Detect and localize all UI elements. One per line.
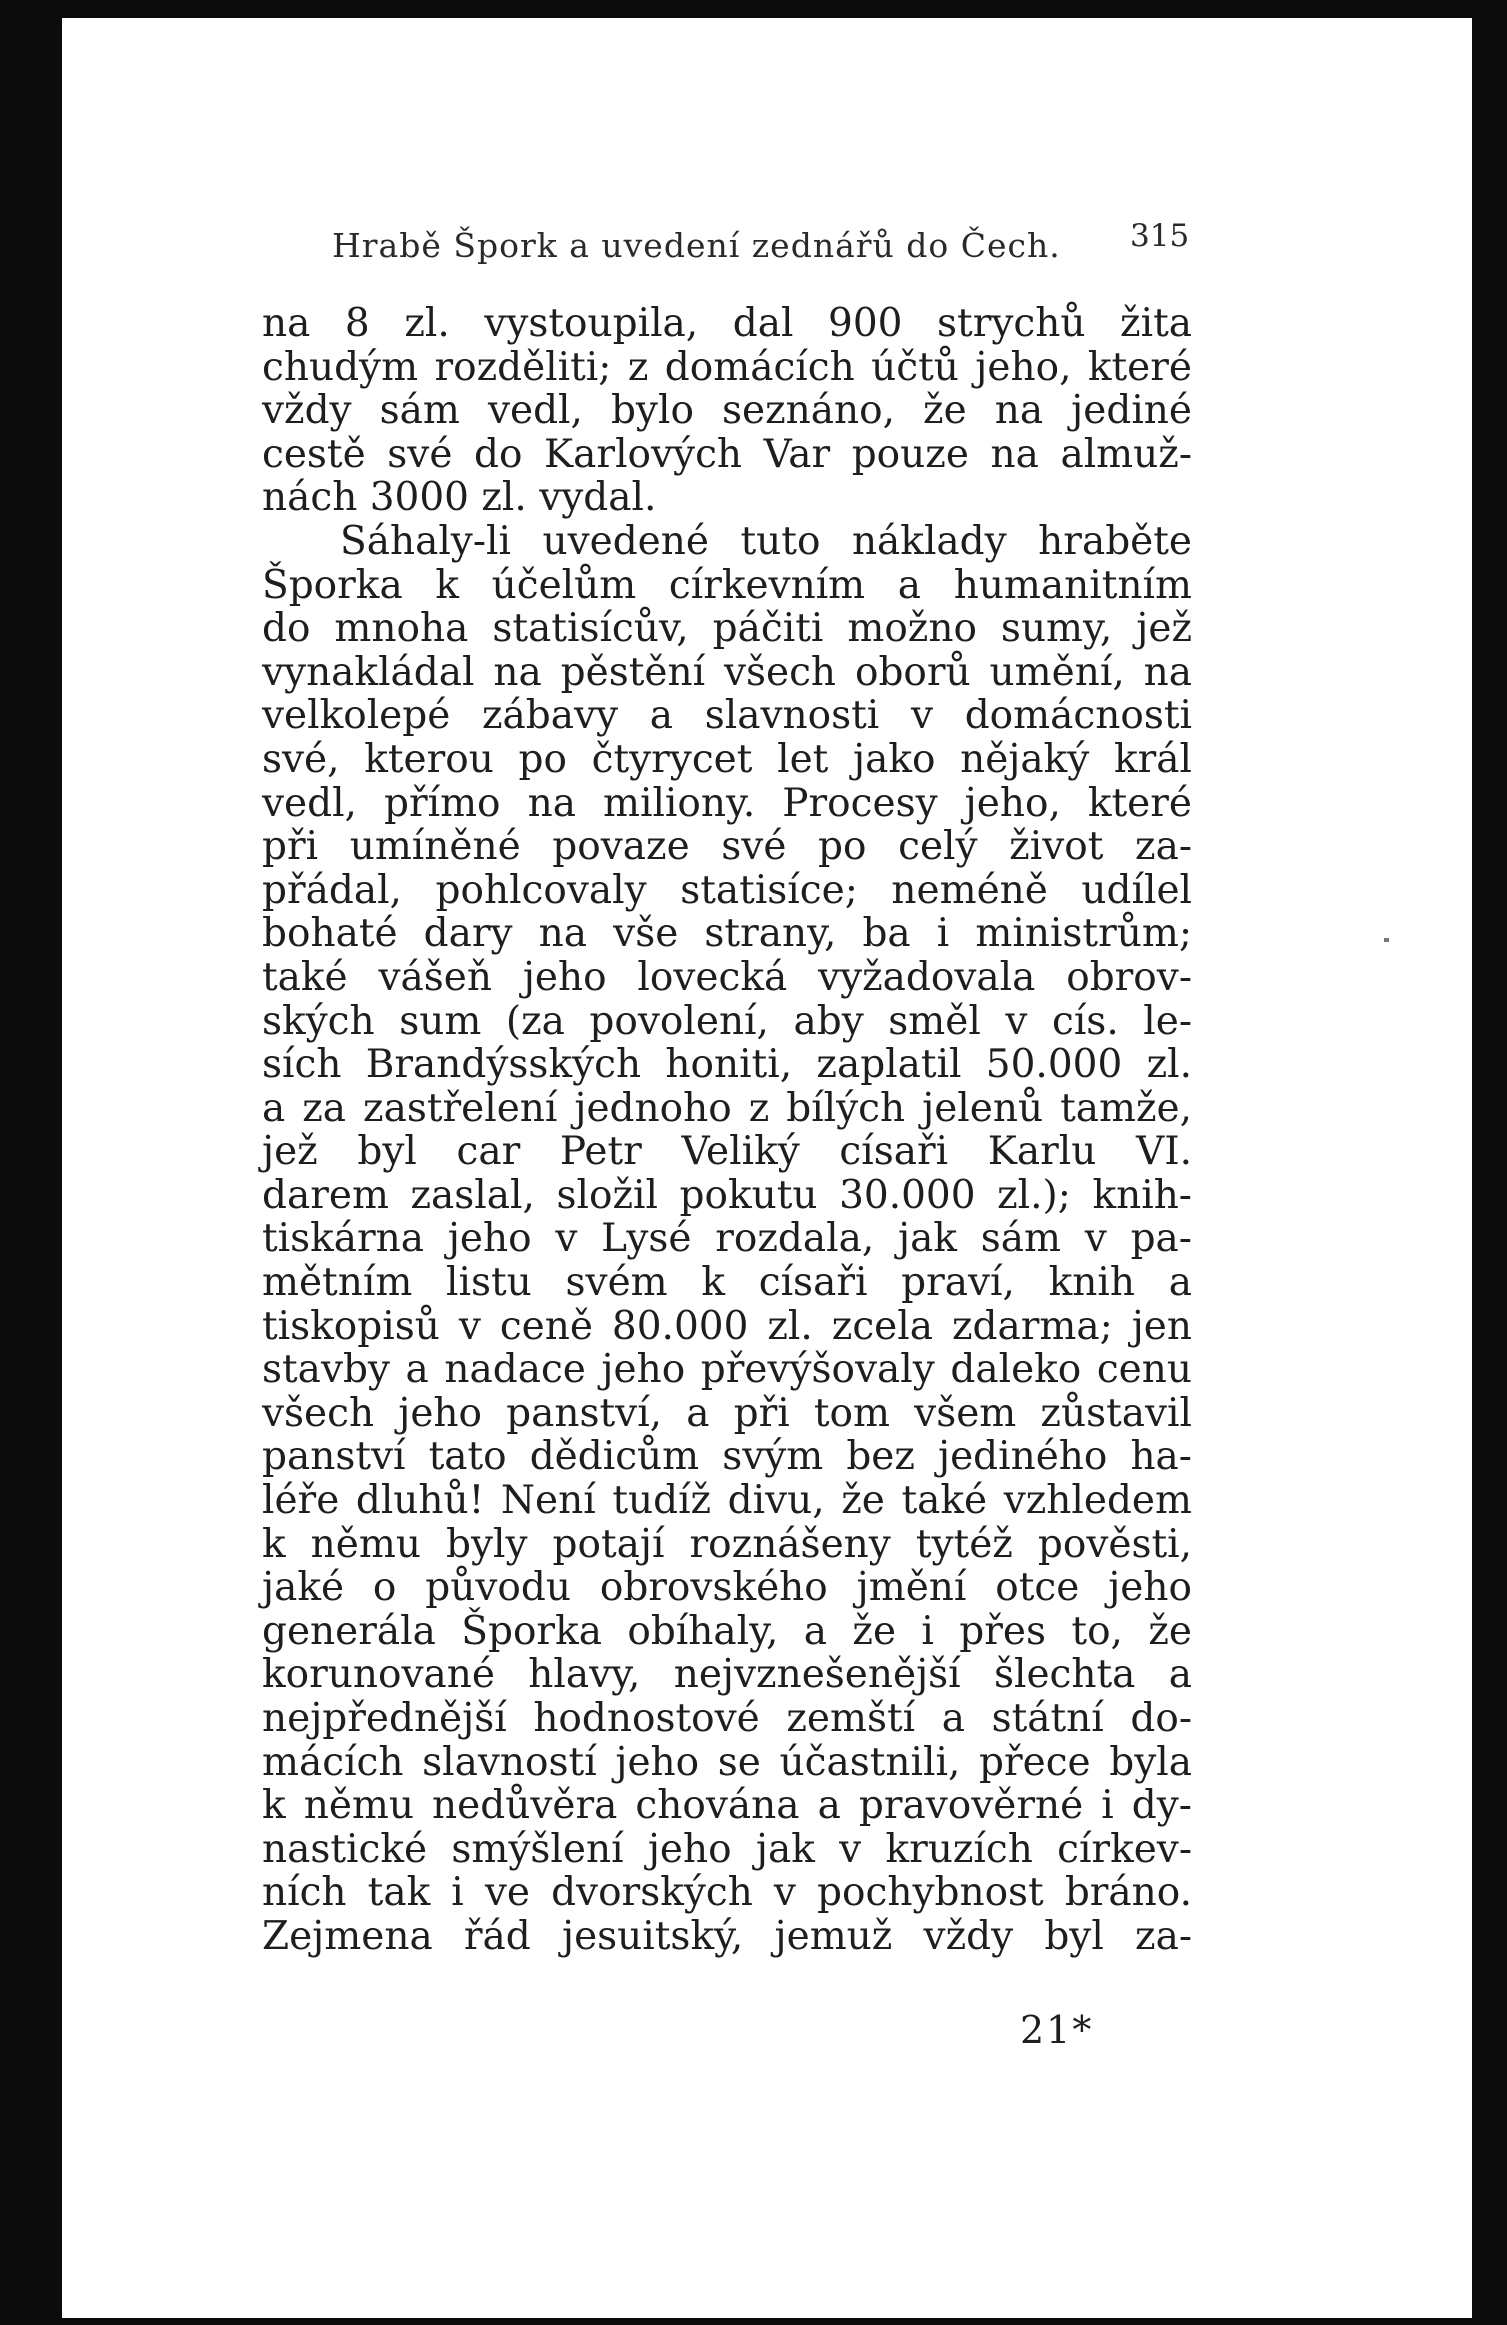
- text-line: bohaté dary na vše strany, ba i ministrům;: [262, 911, 1192, 957]
- text-line: vedl, přímo na miliony. Procesy jeho, které: [262, 780, 1192, 826]
- text-line: nejpřednější hodnostové zemští a státní do-: [262, 1696, 1192, 1741]
- text-line: cestě své do Karlových Var pouze na almuž-: [262, 431, 1192, 477]
- text-line: ských sum (za povolení, aby směl v cís. le-: [262, 998, 1192, 1044]
- paragraph-start-line: Sáhaly-li uvedené tuto náklady hraběte: [340, 518, 1192, 564]
- text-line: vždy sám vedl, bylo seznáno, že na jediné: [262, 388, 1192, 434]
- text-line: své, kterou po čtyrycet let jako nějaký král: [262, 736, 1192, 782]
- text-line: korunované hlavy, nejvznešenější šlechta a: [262, 1652, 1192, 1698]
- running-head: Hrabě Špork a uvedení zednářů do Čech.: [332, 226, 1061, 265]
- text-line: sích Brandýsských honiti, zaplatil 50.000 zl.: [262, 1042, 1192, 1088]
- text-line: stavby a nadace jeho převýšovaly daleko cenu: [262, 1347, 1192, 1393]
- text-line: mětním listu svém k císaři praví, knih a: [262, 1260, 1192, 1306]
- text-line: mácích slavností jeho se účastnili, přece byla: [262, 1739, 1192, 1785]
- text-line: také vášeň jeho lovecká vyžadovala obrov-: [262, 954, 1192, 1000]
- paper-speck: [1384, 938, 1389, 942]
- text-line: tiskárna jeho v Lysé rozdala, jak sám v pa-: [262, 1216, 1192, 1262]
- text-line: panství tato dědicům svým bez jediného ha-: [262, 1434, 1192, 1480]
- text-line: do mnoha statisícův, páčiti možno sumy, jež: [262, 606, 1192, 652]
- text-line: všech jeho panství, a při tom všem zůstavil: [262, 1390, 1192, 1436]
- text-line: k němu byly potají roznášeny tytéž pověsti,: [262, 1521, 1192, 1567]
- text-line: jež byl car Petr Veliký císaři Karlu VI.: [262, 1129, 1192, 1175]
- text-line: vynakládal na pěstění všech oborů umění, na: [262, 649, 1192, 695]
- text-line: darem zaslal, složil pokutu 30.000 zl.); knih-: [262, 1172, 1192, 1218]
- text-line: na 8 zl. vystoupila, dal 900 strychů žita: [262, 301, 1192, 346]
- text-line: generála Šporka obíhaly, a že i přes to, že: [262, 1608, 1192, 1654]
- text-line: přádal, pohlcovaly statisíce; neméně udílel: [262, 867, 1192, 913]
- text-line: Zejmena řád jesuitský, jemuž vždy byl za-: [262, 1913, 1192, 1959]
- text-line: jaké o původu obrovského jmění otce jeho: [262, 1565, 1192, 1611]
- page-number: 315: [1130, 218, 1190, 254]
- text-line: chudým rozděliti; z domácích účtů jeho, které: [262, 344, 1192, 390]
- text-line: nách 3000 zl. vydal.: [262, 475, 657, 521]
- text-line: Šporka k účelům církevním a humanitním: [262, 562, 1192, 608]
- text-line: a za zastřelení jednoho z bílých jelenů tamže,: [262, 1085, 1192, 1131]
- signature-mark: 21*: [1020, 2008, 1094, 2052]
- text-line: léře dluhů! Není tudíž divu, že také vzhledem: [262, 1478, 1192, 1524]
- text-line: při umíněné povaze své po celý život za-: [262, 824, 1192, 870]
- text-line: tiskopisů v ceně 80.000 zl. zcela zdarma; jen: [262, 1303, 1192, 1349]
- text-line: ních tak i ve dvorských v pochybnost bráno.: [262, 1870, 1192, 1916]
- body-text: [262, 302, 1192, 1959]
- text-line: k němu nedůvěra chována a pravověrné i dy-: [262, 1783, 1192, 1829]
- text-line: nastické smýšlení jeho jak v kruzích církev-: [262, 1826, 1192, 1872]
- text-line: velkolepé zábavy a slavnosti v domácnosti: [262, 693, 1192, 739]
